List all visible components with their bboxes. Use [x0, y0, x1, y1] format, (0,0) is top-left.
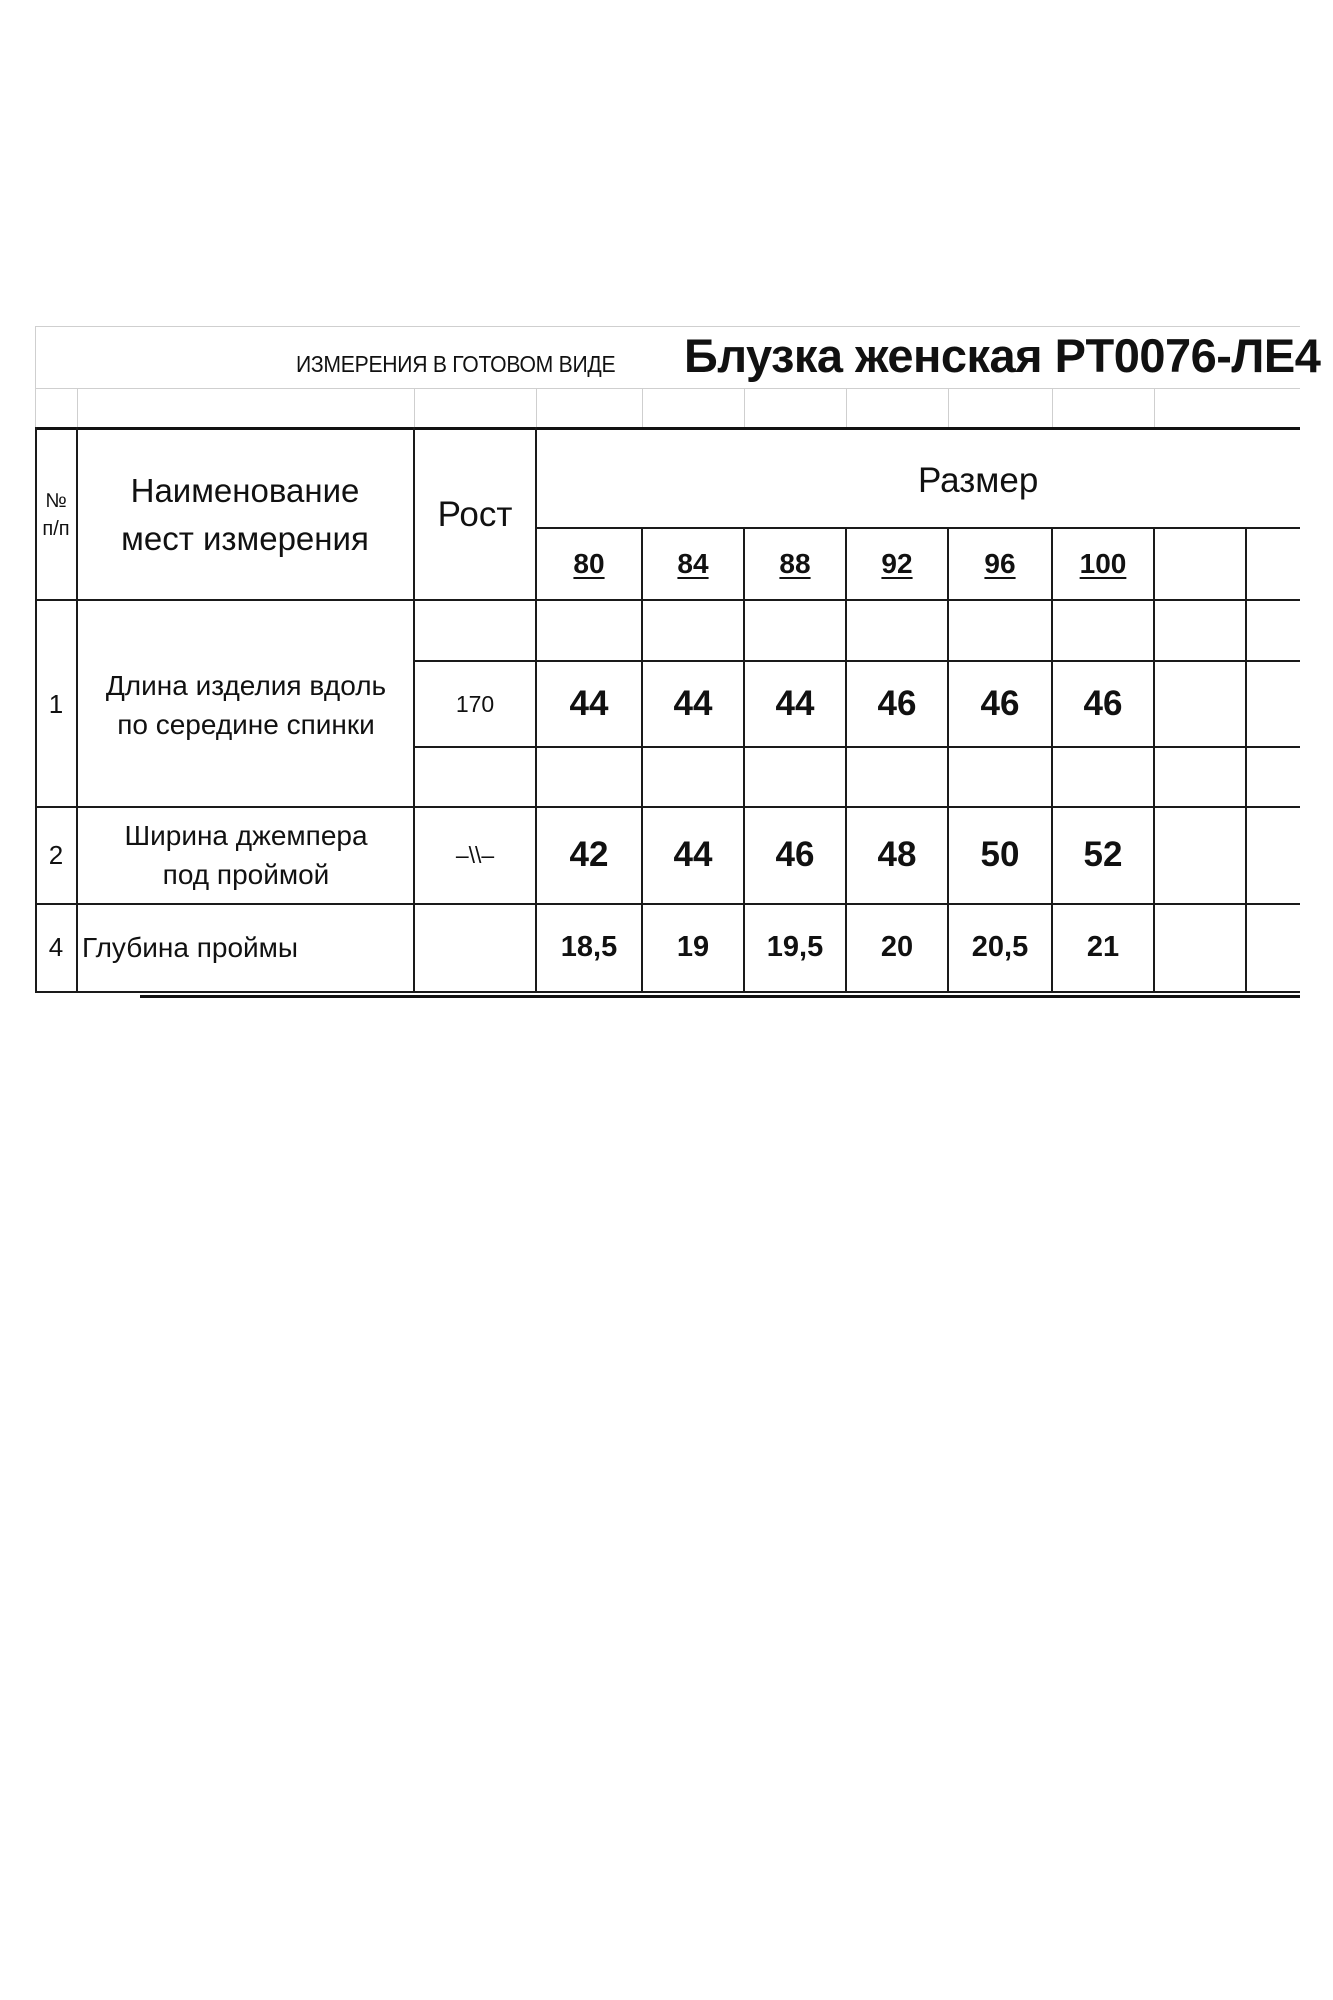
- measurement-name: Глубина проймы: [82, 932, 299, 963]
- col-num-header: № п/п: [42, 490, 70, 540]
- size-group-header: Размер: [918, 461, 1039, 500]
- col-name-header: Наименование мест измерения: [121, 472, 369, 557]
- measurement-value: 44: [673, 684, 713, 723]
- rost-value: [414, 923, 536, 971]
- grid-line: [77, 388, 78, 428]
- row-number: 2: [48, 839, 64, 870]
- measurement-name: Длина изделия вдоль по середине спинки: [105, 670, 387, 740]
- measurement-value: 44: [673, 835, 713, 874]
- measurement-name: Ширина джемпера под проймой: [124, 820, 368, 890]
- grid-line: [744, 388, 745, 428]
- grid-line: [642, 388, 643, 428]
- grid-line: [35, 991, 1300, 993]
- rost-value: –\\–: [455, 841, 495, 868]
- table-top-border: [35, 427, 1300, 430]
- grid-line: [414, 660, 1300, 662]
- grid-line: [536, 527, 1300, 529]
- grid-line: [1052, 388, 1053, 428]
- grid-line: [35, 388, 1300, 389]
- rost-value: 170: [455, 690, 495, 717]
- measurement-value: 44: [569, 684, 609, 723]
- grid-line: [536, 388, 537, 428]
- measurement-value: 44: [775, 684, 815, 723]
- measurement-value: 50: [980, 835, 1020, 874]
- measurement-value: 20,5: [971, 930, 1029, 963]
- measurement-value: 46: [775, 835, 815, 874]
- size-label: 96: [984, 548, 1016, 579]
- measurement-value: 19,5: [766, 930, 824, 963]
- row-number: 4: [48, 931, 64, 962]
- table-subtitle: ИЗМЕРЕНИЯ В ГОТОВОМ ВИДЕ: [296, 351, 616, 377]
- grid-line: [76, 427, 78, 993]
- size-label: 88: [779, 548, 811, 579]
- grid-line: [948, 388, 949, 428]
- size-label: 92: [881, 548, 913, 579]
- grid-line: [846, 388, 847, 428]
- grid-line: [35, 326, 36, 428]
- grid-line: [35, 903, 1300, 905]
- row-number: 1: [48, 688, 64, 719]
- col-rost-header: Рост: [437, 495, 513, 534]
- measurement-value: 20: [880, 930, 914, 963]
- grid-line: [35, 806, 1300, 808]
- grid-line: [414, 388, 415, 428]
- measurement-value: 46: [1083, 684, 1123, 723]
- grid-line: [35, 599, 1300, 601]
- measurement-value: 48: [877, 835, 917, 874]
- table-bottom-border: [140, 995, 1300, 998]
- grid-line: [1245, 527, 1247, 993]
- table-title: Блузка женская PT0076-ЛЕ4: [684, 329, 1321, 382]
- measurement-value: 19: [676, 930, 710, 963]
- grid-line: [414, 746, 1300, 748]
- size-label: 100: [1079, 548, 1127, 579]
- grid-line: [35, 326, 1300, 327]
- measurement-value: 42: [569, 835, 609, 874]
- size-label: 84: [677, 548, 709, 579]
- measurement-value: 21: [1086, 930, 1120, 963]
- measurement-value: 46: [980, 684, 1020, 723]
- size-label: 80: [573, 548, 605, 579]
- measurement-value: 52: [1083, 835, 1123, 874]
- measurement-value: 46: [877, 684, 917, 723]
- grid-line: [1154, 388, 1155, 428]
- measurement-value: 18,5: [560, 930, 618, 963]
